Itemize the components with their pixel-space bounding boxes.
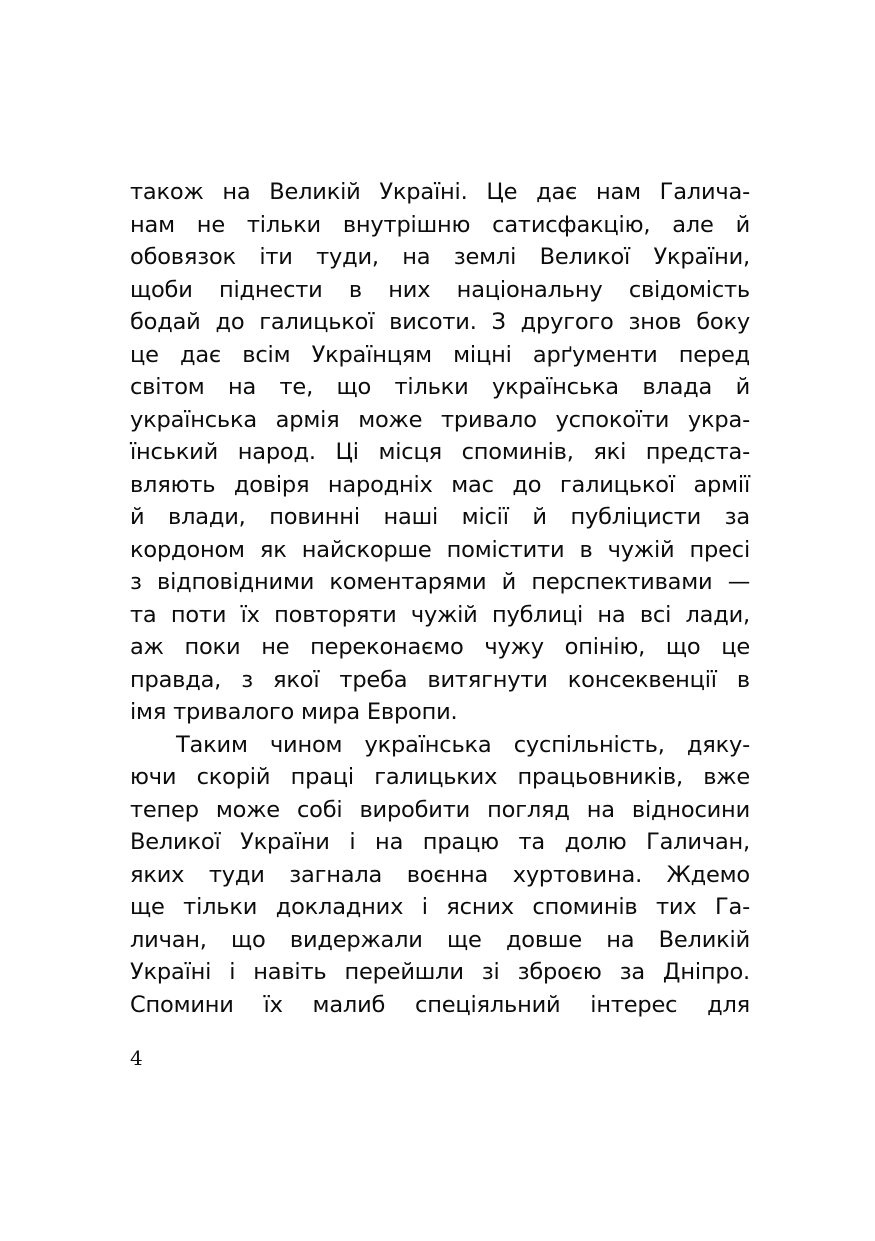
text-line: ще тільки докладних і ясних споминів тих Га- <box>130 894 750 920</box>
text-line: їнський народ. Ці місця споминів, які предста- <box>130 439 750 465</box>
text-line: яких туди загнала воєнна хуртовина. Ждемо <box>130 861 750 888</box>
text-line: личан, що видержали ще довше на Великій <box>130 926 750 953</box>
text-line: Таким чином українська суспільність, дяку- <box>176 731 750 758</box>
text-line: кордоном як найскорше помістити в чужій пресі <box>130 536 750 563</box>
text-line: вляють довіря народніх мас до галицької армії <box>130 471 750 498</box>
text-line: й влади, повинні наші місії й публіцисти за <box>130 504 750 530</box>
text-line: аж поки не переконаємо чужу опінію, що це <box>130 634 750 660</box>
text-line: бодай до галицької висоти. З другого знов боку <box>130 309 750 335</box>
text-line: Спомини їх малиб спеціяльний інтерес для <box>130 991 750 1018</box>
text-line: та поти їх повторяти чужій публиці на всі лади, <box>130 601 750 628</box>
text-line: Україні і навіть перейшли зі зброєю за Дніпро. <box>130 959 750 985</box>
text-line: тепер може собі виробити погляд на відносини <box>130 796 750 823</box>
text-line: з відповідними коментарями й перспективами — <box>130 569 750 595</box>
paragraph-2 <box>130 729 750 1022</box>
text-line: світом на те, що тільки українська влада й <box>130 374 750 400</box>
paragraph-1 <box>130 176 750 729</box>
text-line: імя тривалого мира Европи. <box>130 699 458 725</box>
text-line: українська армія може тривало успокоїти укра- <box>130 406 750 433</box>
text-line: нам не тільки внутрішню сатисфакцію, але й <box>130 211 750 238</box>
text-line: Великої України і на працю та долю Галичан, <box>130 829 750 855</box>
text-line: це дає всім Українцям міцні арґументи перед <box>130 341 750 368</box>
body-text <box>130 176 750 1021</box>
page-number: 4 <box>130 1046 143 1070</box>
text-line: ючи скорій праці галицьких працьовників, вже <box>130 764 750 790</box>
text-line: також на Великій Україні. Це дає нам Галича- <box>130 179 750 205</box>
text-line: щоби піднести в них національну свідомість <box>130 276 750 303</box>
text-line: правда, з якої треба витягнути консеквенції в <box>130 666 750 693</box>
text-line: обовязок іти туди, на землі Великої України, <box>130 244 750 270</box>
